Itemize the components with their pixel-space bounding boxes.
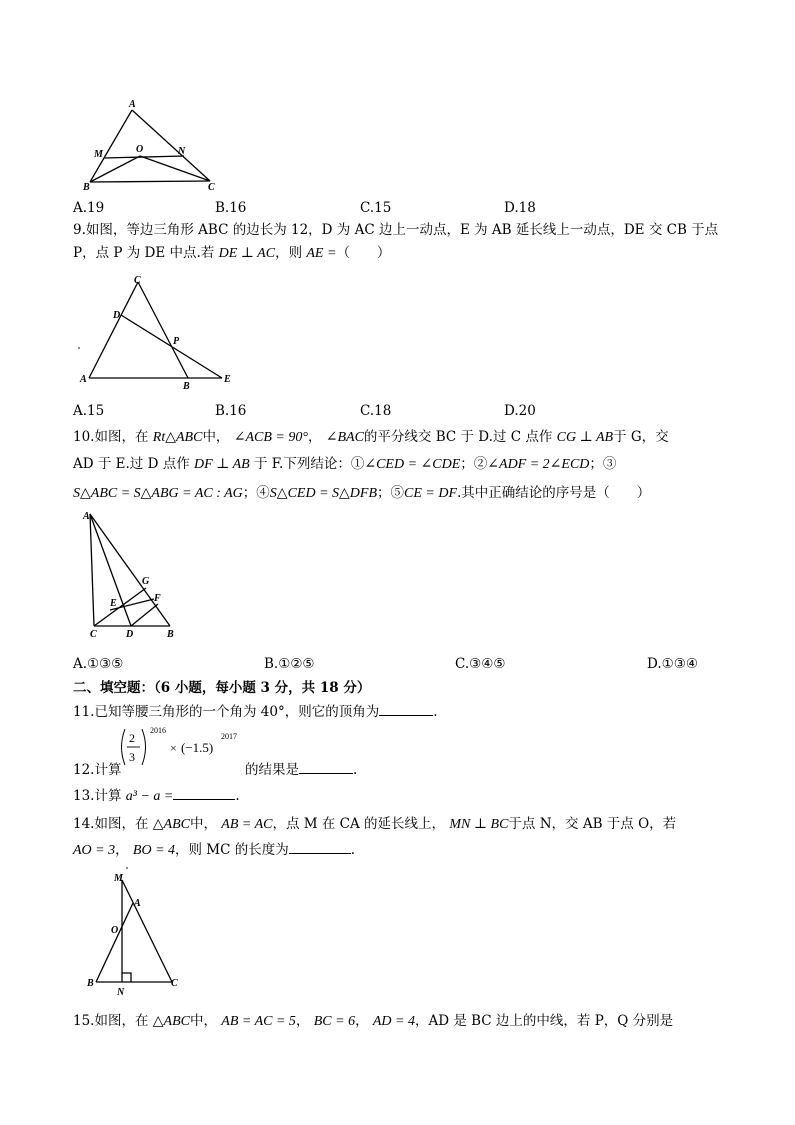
q15-line: 15.如图，在 △ABC中， AB = AC = 5， BC = 6， AD = 4，AD 是 BC 边上的中线，若 P，Q 分别是 xyxy=(73,1013,674,1029)
label-N: N xyxy=(117,987,125,998)
label-M: M xyxy=(114,873,123,884)
label-D: D xyxy=(126,629,134,640)
q12-mul: × xyxy=(170,741,177,755)
q10-line1: 10.如图，在 Rt△ABC中， ∠ACB = 90°， ∠BAC的平分线交 BC 于 D.过 C 点作 CG ⊥ AB于 G，交 xyxy=(73,429,669,445)
q11-line: 11.已知等腰三角形的一个角为 40°，则它的顶角为 . xyxy=(73,704,438,720)
label-B: B xyxy=(167,629,174,640)
q9-figure xyxy=(76,270,246,392)
label-B: B xyxy=(83,182,90,193)
section-heading: 二、填空题：（6 小题，每小题 3 分，共 18 分） xyxy=(73,680,371,696)
label-A: A xyxy=(80,374,87,385)
q12-expression xyxy=(117,725,247,775)
q12-den: 3 xyxy=(129,750,135,764)
option-d: D.20 xyxy=(504,403,536,419)
label-A: A xyxy=(83,511,90,522)
q12-line: 12.计算 2 3 2016 × (−1.5) 2017 的结果是 . xyxy=(73,726,358,778)
option-b: B.16 xyxy=(215,200,247,216)
label-C: C xyxy=(134,275,141,286)
q12-base2: (−1.5) xyxy=(181,740,214,755)
option-b: B.①②⑤ xyxy=(264,656,315,672)
q14-line1: 14.如图，在 △ABC中， AB = AC，点 M 在 CA 的延长线上， MN ⊥ BC于点 N，交 AB 于点 O，若 xyxy=(73,816,677,832)
q9-options xyxy=(73,403,753,421)
answer-blank[interactable] xyxy=(173,787,235,800)
label-F: F xyxy=(154,593,161,604)
label-B: B xyxy=(87,978,94,989)
label-E: E xyxy=(224,374,231,385)
option-a: A.19 xyxy=(73,200,105,216)
label-G: G xyxy=(142,576,150,587)
option-a: A.15 xyxy=(73,403,105,419)
label-D: D xyxy=(113,310,121,321)
option-a: A.①③⑤ xyxy=(73,656,124,672)
q13-line: 13.计算 a³ − a = . xyxy=(73,788,240,804)
answer-blank[interactable] xyxy=(299,761,353,774)
label-O: O xyxy=(136,144,144,155)
option-d: D.①③④ xyxy=(647,656,698,672)
label-C: C xyxy=(90,629,97,640)
label-C: C xyxy=(171,978,178,989)
label-C: C xyxy=(208,182,215,193)
q8-figure xyxy=(80,98,230,194)
q10-line2: AD 于 E.过 D 点作 DF ⊥ AB 于 F.下列结论：①∠CED = ∠CDE；②∠ADF = 2∠ECD；③ xyxy=(73,456,617,472)
option-c: C.15 xyxy=(360,200,392,216)
q12-num: 2 xyxy=(129,731,135,745)
label-N: N xyxy=(178,146,186,157)
q9-line1: 9.如图，等边三角形 ABC 的边长为 12，D 为 AC 边上一动点，E 为 AB 延长线上一动点，DE 交 CB 于点 xyxy=(73,222,719,238)
label-B: B xyxy=(183,381,190,392)
q12-exp1: 2016 xyxy=(150,726,166,735)
q10-options xyxy=(73,656,753,674)
label-P: P xyxy=(173,336,180,347)
answer-blank[interactable] xyxy=(289,841,351,854)
label-O: O xyxy=(111,925,119,936)
q12-post: 的结果是 . xyxy=(245,762,358,778)
option-b: B.16 xyxy=(215,403,247,419)
label-M: M xyxy=(94,149,103,160)
option-c: C.18 xyxy=(360,403,392,419)
q14-figure xyxy=(82,862,192,1000)
label-A: A xyxy=(134,898,141,909)
q14-line2: AO = 3， BO = 4，则 MC 的长度为 . xyxy=(73,842,356,858)
q10-line3: S△ABC = S△ABG = AC : AG；④S△CED = S△DFB；⑤CE = DF.其中正确结论的序号是（ ） xyxy=(73,485,651,501)
option-c: C.③④⑤ xyxy=(455,656,506,672)
q12-exp2: 2017 xyxy=(221,732,237,741)
q9-line2: P，点 P 为 DE 中点.若 DE ⊥ AC，则 AE =（ ） xyxy=(73,245,391,261)
q10-figure xyxy=(80,506,190,642)
answer-blank[interactable] xyxy=(379,703,433,716)
option-d: D.18 xyxy=(504,200,536,216)
q8-options xyxy=(73,200,753,218)
label-E: E xyxy=(110,598,117,609)
label-A: A xyxy=(129,99,136,110)
